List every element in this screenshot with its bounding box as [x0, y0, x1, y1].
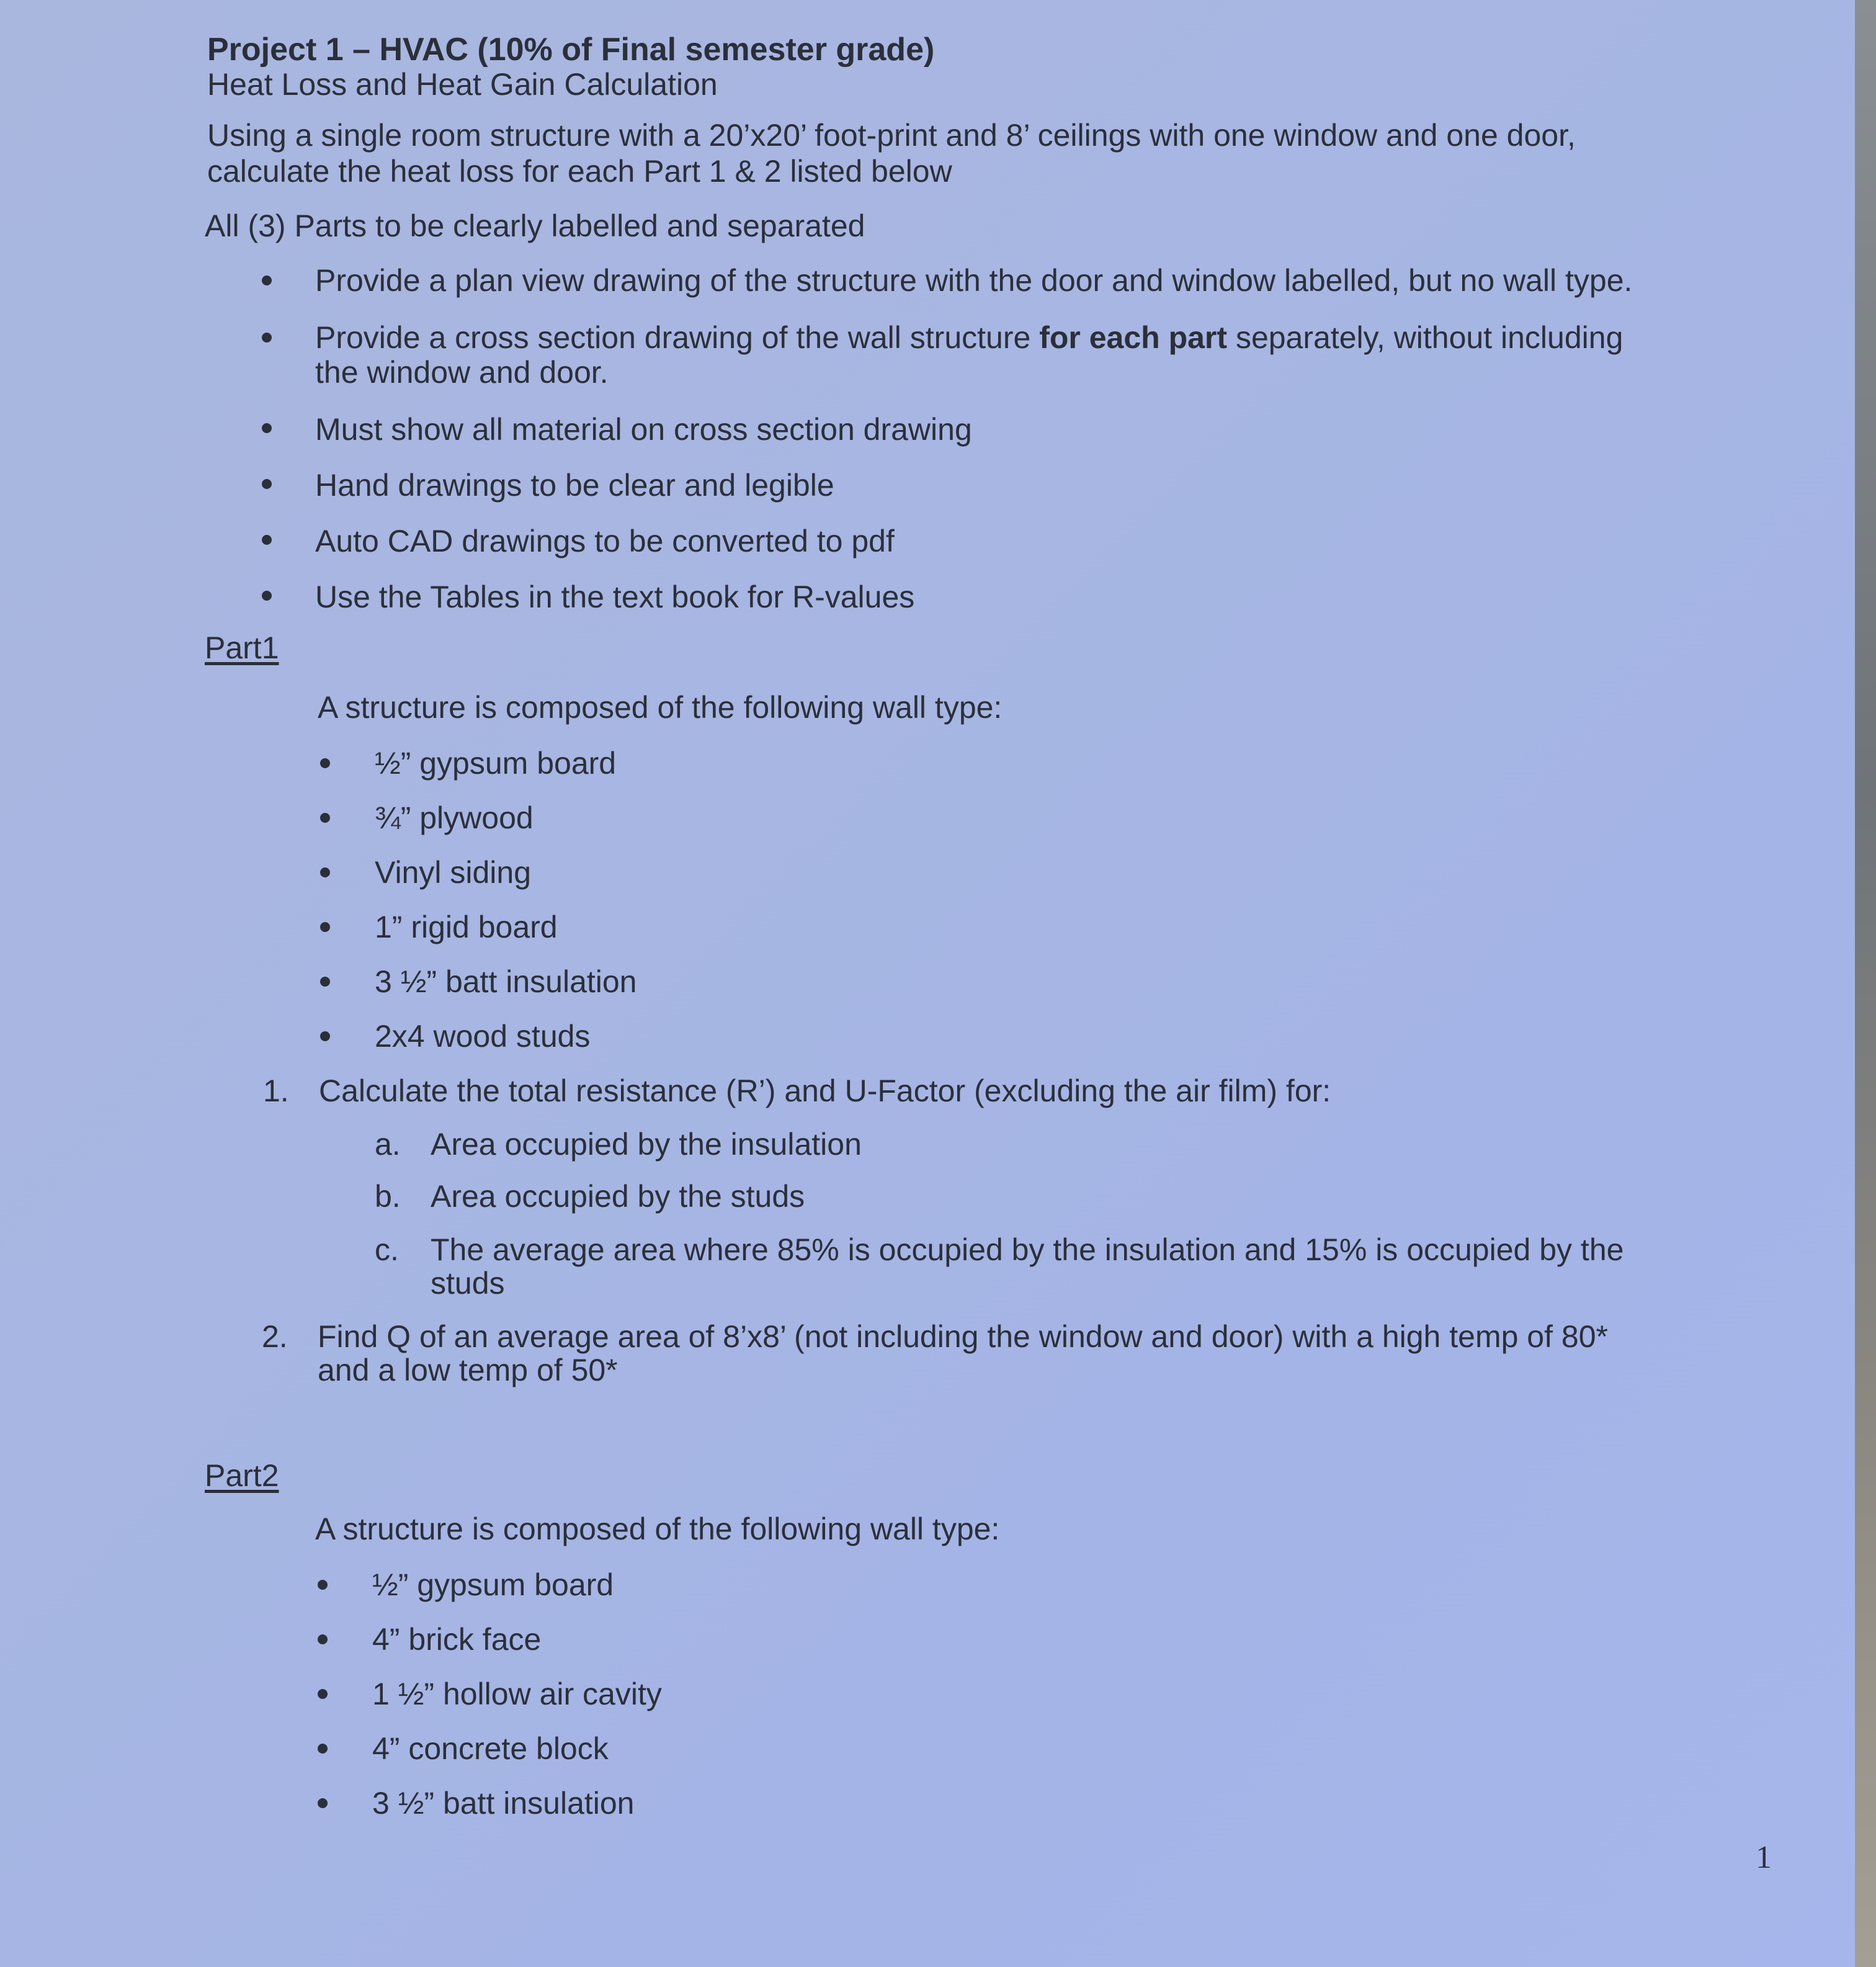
bullet: [320, 758, 330, 768]
requirement-item: Hand drawings to be clear and legible: [315, 468, 834, 503]
part1-material: ¾” plywood: [375, 800, 534, 835]
page-title: Project 1 – HVAC (10% of Final semester grade): [207, 32, 935, 68]
page-number: 1: [1756, 1840, 1772, 1875]
requirement-item: Use the Tables in the text book for R-values: [315, 580, 915, 614]
part2-material: 3 ½” batt insulation: [372, 1786, 635, 1821]
bullet: [318, 1798, 328, 1808]
bullet: [262, 591, 272, 601]
part2-material: ½” gypsum board: [372, 1567, 614, 1602]
bullet: [262, 479, 272, 489]
intro-line-2: calculate the heat loss for each Part 1 & 2 listed below: [207, 154, 952, 189]
bullet: [262, 333, 272, 343]
part2-heading: Part2: [205, 1458, 279, 1493]
requirement-item: [315, 320, 1623, 355]
bullet: [262, 276, 272, 285]
bullet: [320, 867, 330, 877]
part2-material: 4” concrete block: [372, 1731, 609, 1766]
subquestion-label: c.: [375, 1232, 399, 1267]
subquestion-1c: The average area where 85% is occupied by the insulation and 15% is occupied by the: [431, 1232, 1624, 1267]
parts-note: All (3) Parts to be clearly labelled and separated: [205, 208, 865, 243]
part1-material: 3 ½” batt insulation: [375, 964, 637, 999]
bullet: [320, 813, 330, 823]
part1-material: ½” gypsum board: [375, 746, 617, 781]
question-number: 2.: [262, 1319, 288, 1354]
requirement-text: separately, without including: [1227, 320, 1624, 355]
page-subtitle: Heat Loss and Heat Gain Calculation: [207, 67, 718, 102]
requirement-item-continued: the window and door.: [315, 355, 609, 390]
requirement-item: Provide a plan view drawing of the structure with the door and window labelled, but no wall type.: [315, 263, 1633, 298]
subquestion-1a: Area occupied by the insulation: [431, 1127, 862, 1162]
bullet: [318, 1634, 328, 1644]
question-2-continued: and a low temp of 50*: [318, 1353, 618, 1387]
bullet: [318, 1689, 328, 1699]
requirement-item: Must show all material on cross section drawing: [315, 412, 972, 447]
bullet: [318, 1580, 328, 1590]
question-1: Calculate the total resistance (R’) and U-Factor (excluding the air film) for:: [319, 1073, 1331, 1108]
requirement-item: Auto CAD drawings to be converted to pdf: [315, 524, 895, 558]
part1-material: Vinyl siding: [375, 855, 532, 890]
part1-intro: A structure is composed of the following wall type:: [318, 690, 1003, 725]
question-number: 1.: [263, 1073, 289, 1108]
question-2: Find Q of an average area of 8’x8’ (not including the window and door) with a high temp of 80*: [318, 1319, 1608, 1354]
bullet: [320, 922, 330, 932]
part2-material: 4” brick face: [372, 1622, 542, 1657]
subquestion-1b: Area occupied by the studs: [431, 1179, 805, 1214]
requirement-emphasis: for each part: [1039, 320, 1228, 355]
bullet: [262, 535, 272, 545]
part1-material: 1” rigid board: [375, 910, 558, 944]
table-surface: [1855, 0, 1876, 1967]
bullet: [320, 1031, 330, 1041]
subquestion-label: a.: [375, 1127, 401, 1162]
part1-material: 2x4 wood studs: [375, 1019, 591, 1054]
requirement-text: Provide a cross section drawing of the wall structure: [315, 320, 1040, 355]
part2-material: 1 ½” hollow air cavity: [372, 1677, 662, 1711]
subquestion-1c-continued: studs: [431, 1266, 505, 1301]
bullet: [320, 977, 330, 987]
part2-intro: A structure is composed of the following wall type:: [315, 1512, 1000, 1546]
bullet: [318, 1744, 328, 1754]
part1-heading: Part1: [205, 630, 279, 665]
bullet: [262, 423, 272, 433]
subquestion-label: b.: [375, 1179, 401, 1214]
intro-line-1: Using a single room structure with a 20’x20’ foot-print and 8’ ceilings with one window and one door,: [207, 118, 1576, 153]
